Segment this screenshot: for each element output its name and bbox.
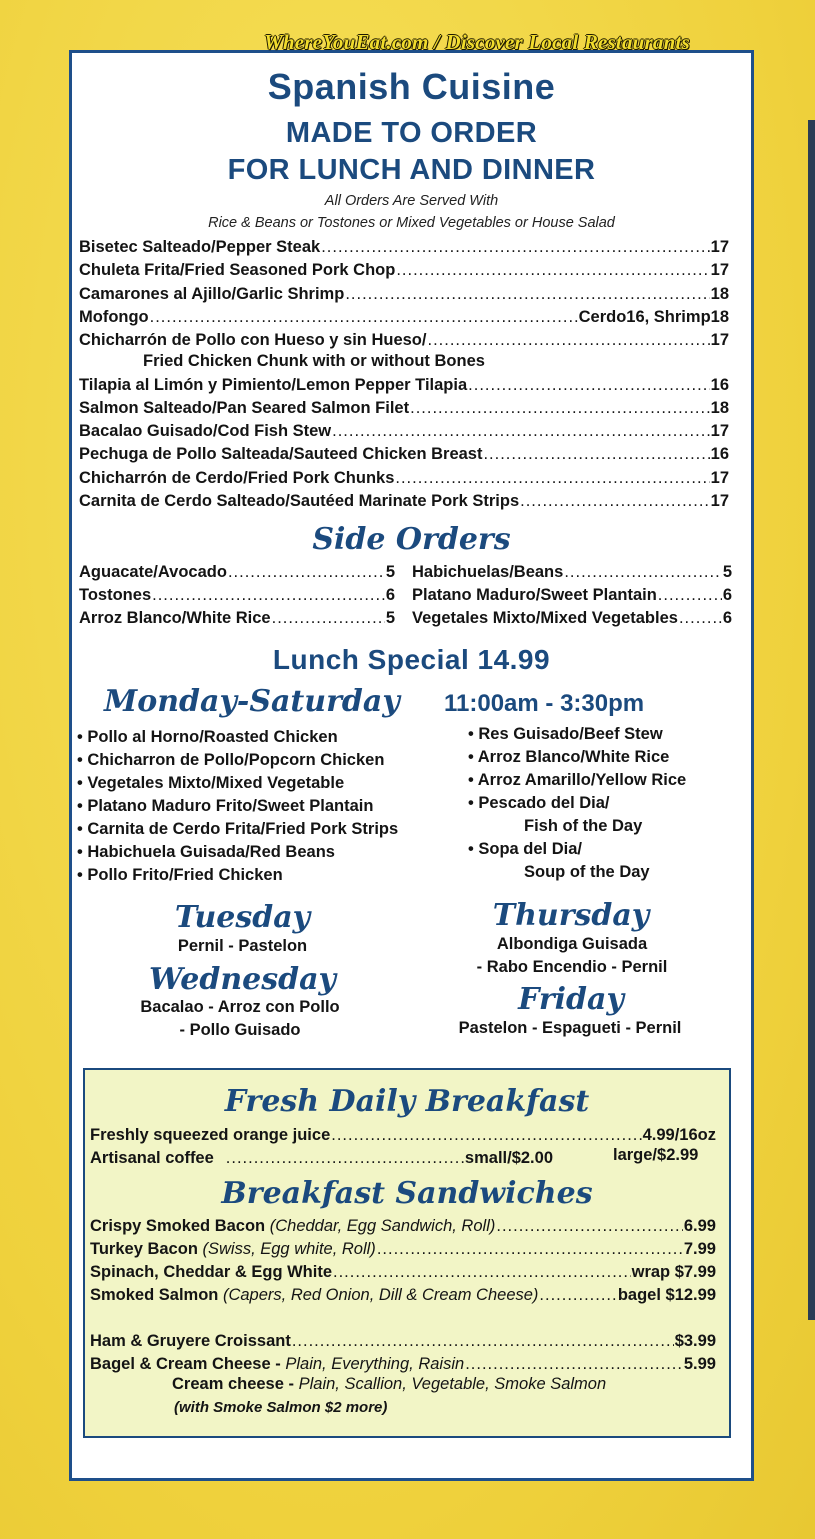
breakfast-sandwiches-heading: Breakfast Sandwiches xyxy=(221,1176,593,1211)
lunch-item: • Sopa del Dia/ xyxy=(468,840,582,859)
menu-subtitle-1: MADE TO ORDER xyxy=(285,117,538,149)
side-item-name: Arroz Blanco/White Rice xyxy=(79,609,271,627)
lunch-item: • Pollo Frito/Fried Chicken xyxy=(77,866,283,885)
friday-items: Pastelon - Espagueti - Pernil xyxy=(458,1019,682,1037)
side-item xyxy=(79,606,395,628)
side-item xyxy=(412,606,732,628)
main-item xyxy=(79,466,729,488)
main-item-name: Camarones al Ajillo/Garlic Shrimp xyxy=(79,285,345,303)
lunch-special-heading: Lunch Special 14.99 xyxy=(272,644,551,675)
main-item-name: Tilapia al Limón y Pimiento/Lemon Pepper Tilapia xyxy=(79,376,468,394)
main-item-price: Cerdo16, Shrimp18 xyxy=(578,308,729,326)
side-item-name: Tostones xyxy=(79,586,152,604)
sandwich-item xyxy=(90,1214,716,1236)
breakfast-item xyxy=(90,1146,553,1168)
main-item-price: 17 xyxy=(710,261,729,279)
breakfast-heading: Fresh Daily Breakfast xyxy=(224,1084,590,1119)
main-item-name: Bacalao Guisado/Cod Fish Stew xyxy=(79,422,332,440)
sandwich-description: (Cheddar, Egg Sandwich, Roll) xyxy=(269,1217,496,1235)
side-item-price: 5 xyxy=(385,609,395,627)
breakfast-item-name: Ham & Gruyere Croissant xyxy=(90,1332,291,1350)
side-item-price: 5 xyxy=(385,563,395,581)
main-item xyxy=(79,328,729,350)
lunch-item: • Pollo al Horno/Roasted Chicken xyxy=(77,728,338,747)
main-item-price: 17 xyxy=(710,492,729,510)
main-item xyxy=(79,489,729,511)
lunch-item: • Arroz Blanco/White Rice xyxy=(468,748,669,767)
main-item xyxy=(79,235,729,257)
main-item xyxy=(79,282,729,304)
sandwich-name: Spinach, Cheddar & Egg White xyxy=(90,1263,333,1281)
main-item-price: 16 xyxy=(710,376,729,394)
lunch-days: Monday-Saturday xyxy=(104,684,400,719)
sandwich-price: bagel $12.99 xyxy=(617,1286,716,1304)
lunch-item: • Vegetales Mixto/Mixed Vegetable xyxy=(77,774,344,793)
thursday-heading: Thursday xyxy=(492,898,650,933)
side-item-name: Platano Maduro/Sweet Plantain xyxy=(412,586,657,604)
sandwich-item xyxy=(90,1260,716,1282)
sandwich-name: Crispy Smoked Bacon xyxy=(90,1217,266,1235)
main-item-continuation: Fried Chicken Chunk with or without Bones xyxy=(143,352,485,370)
breakfast-item-price: $3.99 xyxy=(674,1332,716,1350)
main-item-name: Carnita de Cerdo Salteado/Sautéed Marinate Pork Strips xyxy=(79,492,520,510)
breakfast-item-price: 5.99 xyxy=(683,1355,716,1373)
main-item-price: 18 xyxy=(710,285,729,303)
lunch-item: • Res Guisado/Beef Stew xyxy=(468,725,663,744)
main-item xyxy=(79,305,729,327)
sandwich-description: (Swiss, Egg white, Roll) xyxy=(202,1240,376,1258)
breakfast-item xyxy=(90,1352,716,1374)
main-item-price: 16 xyxy=(710,445,729,463)
main-item xyxy=(79,396,729,418)
breakfast-item-price-small: small/$2.00 xyxy=(464,1149,553,1167)
breakfast-item-price: 4.99/16oz xyxy=(642,1126,716,1144)
main-item-name: Mofongo xyxy=(79,308,149,326)
main-item-price: 17 xyxy=(710,469,729,487)
cream-cheese-flavors: Plain, Scallion, Vegetable, Smoke Salmon xyxy=(298,1375,607,1393)
side-item-name: Aguacate/Avocado xyxy=(79,563,227,581)
lunch-hours: 11:00am - 3:30pm xyxy=(444,690,645,717)
side-item-price: 6 xyxy=(385,586,395,604)
lunch-item: • Pescado del Dia/ xyxy=(468,794,610,813)
cream-cheese-label: Cream cheese - xyxy=(172,1375,294,1393)
menu-subtitle-2: FOR LUNCH AND DINNER xyxy=(227,154,596,186)
served-with-line-2: Rice & Beans or Tostones or Mixed Vegetables or House Salad xyxy=(208,215,615,231)
main-item-price: 17 xyxy=(710,238,729,256)
main-item-price: 18 xyxy=(710,399,729,417)
thursday-items: Albondiga Guisada xyxy=(496,935,648,953)
main-item-name: Bisetec Salteado/Pepper Steak xyxy=(79,238,321,256)
lunch-item: • Chicharron de Pollo/Popcorn Chicken xyxy=(77,751,384,770)
breakfast-item-price-large: large/$2.99 xyxy=(613,1146,699,1164)
main-item xyxy=(79,373,729,395)
side-item-name: Vegetales Mixto/Mixed Vegetables xyxy=(412,609,678,627)
lunch-item-continuation: Fish of the Day xyxy=(524,817,643,835)
friday-heading: Friday xyxy=(518,982,624,1017)
served-with-line-1: All Orders Are Served With xyxy=(324,193,499,209)
main-item-name: Chicharrón de Cerdo/Fried Pork Chunks xyxy=(79,469,395,487)
side-item xyxy=(412,560,732,582)
sandwich-item xyxy=(90,1283,716,1305)
lunch-item-continuation: Soup of the Day xyxy=(524,863,650,881)
thursday-items: - Rabo Encendio - Pernil xyxy=(476,958,668,976)
side-orders-heading: Side Orders xyxy=(312,522,511,557)
lunch-item: • Carnita de Cerdo Frita/Fried Pork Strips xyxy=(77,820,398,839)
sandwich-name: Smoked Salmon xyxy=(90,1286,219,1304)
breakfast-item-name: Artisanal coffee xyxy=(90,1149,214,1167)
sandwich-item xyxy=(90,1237,716,1259)
lunch-item: • Arroz Amarillo/Yellow Rice xyxy=(468,771,686,790)
main-item xyxy=(79,258,729,280)
breakfast-item-name: Freshly squeezed orange juice xyxy=(90,1126,331,1144)
breakfast-item xyxy=(90,1123,716,1145)
main-item-name: Salmon Salteado/Pan Seared Salmon Filet xyxy=(79,399,410,417)
lunch-item: • Habichuela Guisada/Red Beans xyxy=(77,843,335,862)
sandwich-price: wrap $7.99 xyxy=(631,1263,716,1281)
smoke-salmon-note: (with Smoke Salmon $2 more) xyxy=(174,1399,388,1416)
main-item-name: Chuleta Frita/Fried Seasoned Pork Chop xyxy=(79,261,396,279)
main-item-price: 17 xyxy=(710,331,729,349)
main-item-price: 17 xyxy=(710,422,729,440)
watermark-text: WhereYouEat.com / Discover Local Restaurants xyxy=(264,30,690,54)
breakfast-item-name: Bagel & Cream Cheese - xyxy=(90,1355,281,1373)
fold-edge xyxy=(808,120,815,1320)
side-item xyxy=(412,583,732,605)
side-item-price: 6 xyxy=(722,609,732,627)
main-item-name: Chicharrón de Pollo con Hueso y sin Hueso/ xyxy=(79,331,427,349)
side-item-price: 5 xyxy=(722,563,732,581)
tuesday-items: Pernil - Pastelon xyxy=(177,937,308,955)
breakfast-item-description: Plain, Everything, Raisin xyxy=(285,1355,465,1373)
sandwich-description: (Capers, Red Onion, Dill & Cream Cheese) xyxy=(222,1286,539,1304)
sandwich-price: 7.99 xyxy=(683,1240,716,1258)
side-item-price: 6 xyxy=(722,586,732,604)
side-item-name: Habichuelas/Beans xyxy=(412,563,564,581)
sandwich-price: 6.99 xyxy=(683,1217,716,1235)
cream-cheese-options xyxy=(172,1375,606,1394)
sandwich-name: Turkey Bacon xyxy=(90,1240,198,1258)
wednesday-heading: Wednesday xyxy=(149,962,336,997)
wednesday-items: Bacalao - Arroz con Pollo xyxy=(140,998,340,1016)
tuesday-heading: Tuesday xyxy=(174,900,311,935)
side-item xyxy=(79,560,395,582)
menu-title: Spanish Cuisine xyxy=(267,66,556,107)
wednesday-items: - Pollo Guisado xyxy=(179,1021,301,1039)
side-item xyxy=(79,583,395,605)
lunch-item: • Platano Maduro Frito/Sweet Plantain xyxy=(77,797,373,816)
main-item xyxy=(79,442,729,464)
breakfast-item xyxy=(90,1329,716,1351)
main-item xyxy=(79,419,729,441)
main-item-name: Pechuga de Pollo Salteada/Sauteed Chicken Breast xyxy=(79,445,483,463)
